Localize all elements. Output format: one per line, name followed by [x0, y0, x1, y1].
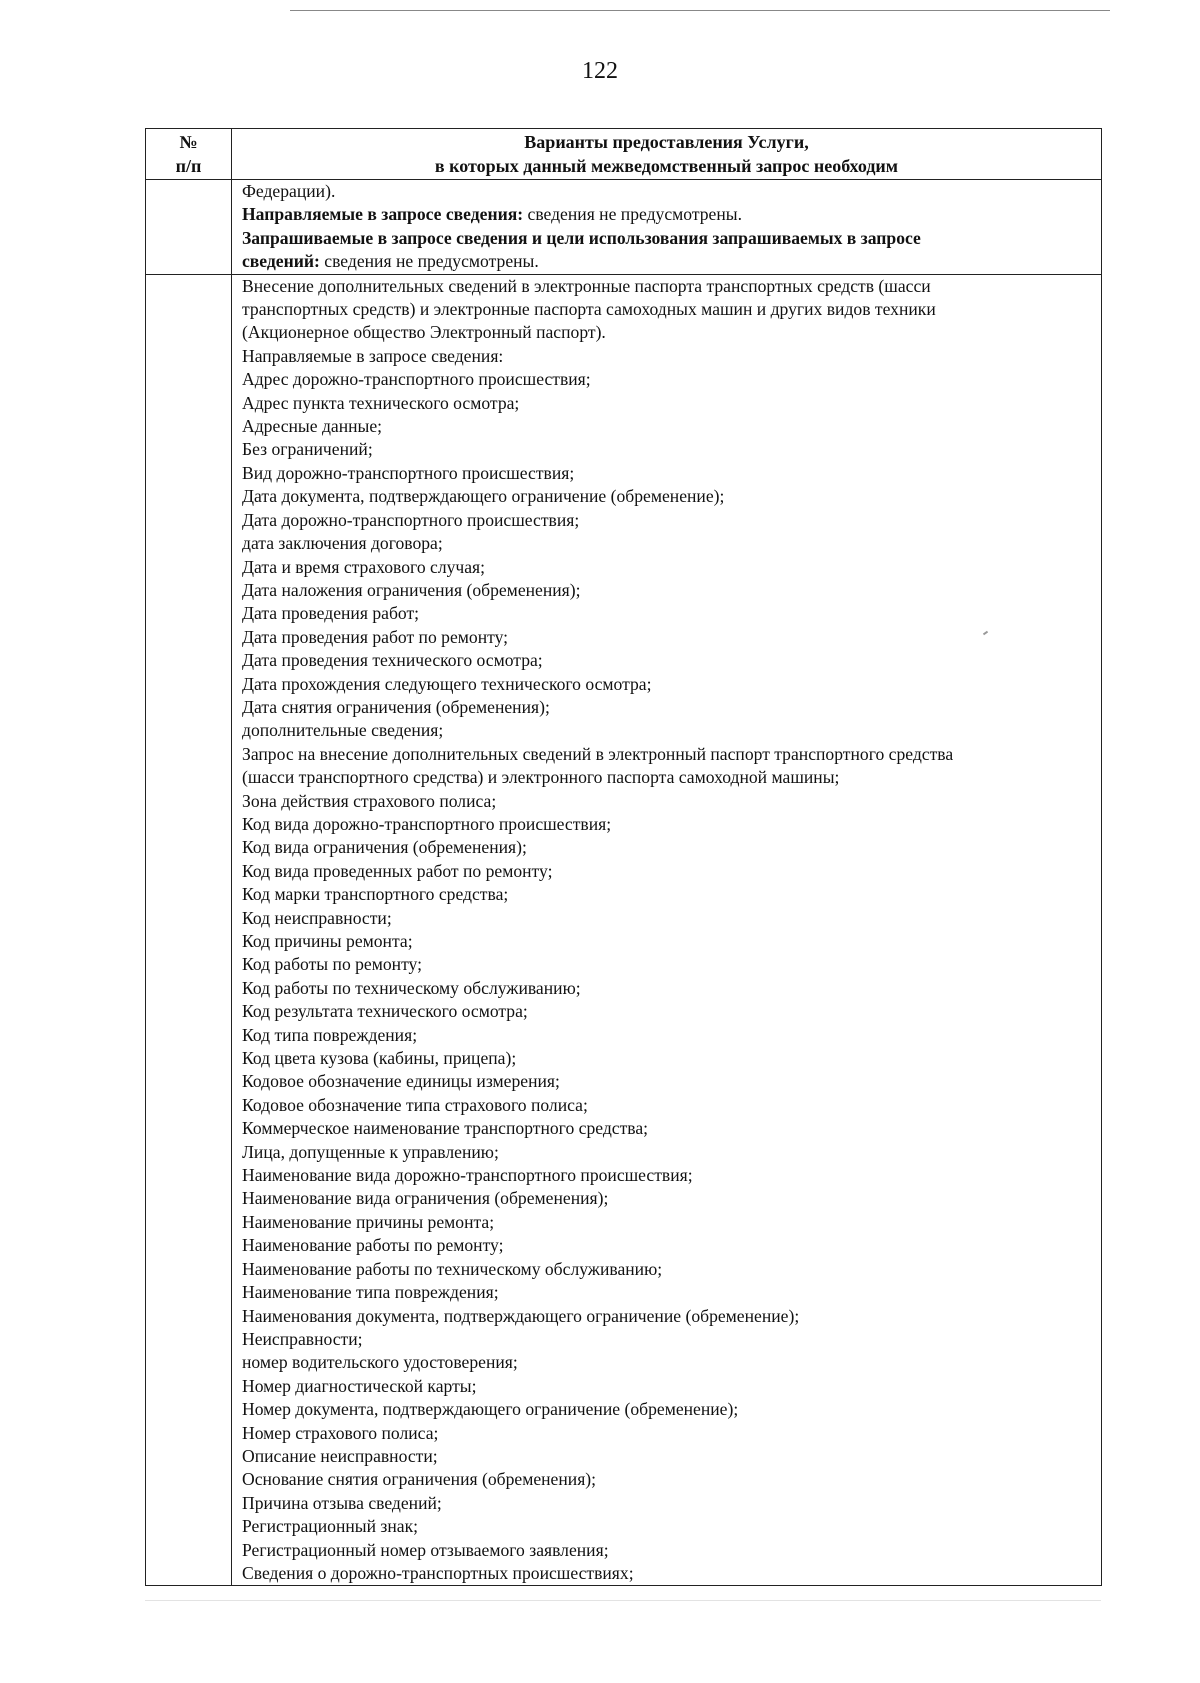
list-item: Основание снятия ограничения (обременения);: [242, 1469, 597, 1490]
header-number-line: п/п: [175, 156, 202, 176]
list-item: Дата снятия ограничения (обременения);: [242, 696, 550, 717]
list-item: Адрес пункта технического осмотра;: [242, 392, 520, 413]
list-item: номер водительского удостоверения;: [242, 1352, 518, 1373]
list-item: Дата прохождения следующего технического осмотра;: [242, 673, 652, 694]
list-item: Описание неисправности;: [242, 1445, 438, 1466]
text-line: [242, 180, 1095, 203]
list-item: транспортных средств) и электронные паспорта самоходных машин и других видов техники: [242, 299, 936, 320]
header-variants: [232, 129, 1102, 180]
list-item: Вид дорожно-транспортного происшествия;: [242, 462, 575, 483]
line-text: сведения не предусмотрены.: [523, 204, 742, 225]
list-item: Код цвета кузова (кабины, прицепа);: [242, 1048, 517, 1069]
list-item: Дата проведения работ по ремонту;: [242, 626, 509, 647]
list-item: Код результата технического осмотра;: [242, 1001, 528, 1022]
header-number: [146, 129, 232, 180]
list-item: Кодовое обозначение типа страхового полиса;: [242, 1094, 588, 1115]
list-item: Сведения о дорожно-транспортных происшествиях;: [242, 1562, 634, 1583]
list-item: Наименование работы по техническому обслуживанию;: [242, 1258, 663, 1279]
list-item: Код марки транспортного средства;: [242, 884, 509, 905]
row-content-cell: [232, 274, 1102, 1586]
header-variants-line: Варианты предоставления Услуги,: [524, 132, 809, 152]
table-header-row: [146, 129, 1102, 180]
list-item: Зона действия страхового полиса;: [242, 790, 497, 811]
list-item: Внесение дополнительных сведений в электронные паспорта транспортных средств (шасси: [242, 275, 931, 296]
header-variants-line: в которых данный межведомственный запрос необходим: [434, 156, 899, 176]
list-item: Код причины ремонта;: [242, 931, 413, 951]
row-content-cell: [232, 180, 1102, 275]
table-row: [146, 180, 1102, 275]
list-item: Код вида проведенных работ по ремонту;: [242, 860, 553, 881]
list-item: Без ограничений;: [242, 439, 373, 460]
text-line: [242, 203, 1095, 226]
list-item: Лица, допущенные к управлению;: [242, 1141, 499, 1162]
list-item: Код вида дорожно-транспортного происшествия;: [242, 813, 612, 834]
list-item: Дата и время страхового случая;: [242, 556, 486, 577]
bold-label: Запрашиваемые в запросе сведения и цели использования запрашиваемых в запросе: [242, 227, 921, 248]
list-item: Наименование вида ограничения (обременения);: [242, 1188, 609, 1209]
list-item: Дата наложения ограничения (обременения);: [242, 579, 581, 600]
list-item: Адрес дорожно-транспортного происшествия;: [242, 369, 591, 390]
list-item: Дата документа, подтверждающего ограничение (обременение);: [242, 486, 725, 507]
list-item: Код работы по ремонту;: [242, 954, 423, 975]
list-item: дополнительные сведения;: [242, 720, 444, 741]
text-line: [242, 227, 1095, 250]
list-item: Наименование причины ремонта;: [242, 1211, 495, 1232]
list-item: Кодовое обозначение единицы измерения;: [242, 1071, 560, 1092]
list-item: Регистрационный номер отзываемого заявления;: [242, 1539, 609, 1560]
list-item: Код типа повреждения;: [242, 1024, 418, 1045]
page-number: 122: [582, 58, 618, 84]
list-item: Дата дорожно-транспортного происшествия;: [242, 509, 580, 530]
list-item: Запрос на внесение дополнительных сведений в электронный паспорт транспортного средства: [242, 743, 954, 764]
list-item: дата заключения договора;: [242, 533, 443, 554]
line-text: сведения не предусмотрены.: [319, 251, 539, 272]
line-text: Федерации).: [242, 181, 336, 201]
list-item: Номер страхового полиса;: [242, 1422, 439, 1443]
list-item: Код неисправности;: [242, 907, 392, 928]
list-item: Адресные данные;: [242, 416, 383, 437]
services-table: [145, 128, 1102, 1586]
list-item: Регистрационный знак;: [242, 1516, 419, 1537]
list-item: Код вида ограничения (обременения);: [242, 837, 527, 858]
top-rule: [290, 10, 1110, 11]
list-item: Причина отзыва сведений;: [242, 1492, 442, 1513]
list-item: (Акционерное общество Электронный паспорт).: [242, 322, 606, 343]
table-row: [146, 274, 1102, 1586]
bottom-edge-line: [145, 1600, 1101, 1601]
header-number-line: №: [179, 132, 198, 152]
list-item: Направляемые в запросе сведения:: [242, 345, 504, 366]
row-number-cell: [146, 180, 232, 275]
list-item: Дата проведения технического осмотра;: [242, 650, 543, 671]
text-line: [242, 250, 1095, 273]
list-item: Наименование типа повреждения;: [242, 1282, 499, 1303]
list-item: Номер диагностической карты;: [242, 1375, 477, 1396]
list-item: Неисправности;: [242, 1328, 363, 1349]
list-item: Коммерческое наименование транспортного средства;: [242, 1118, 649, 1139]
list-item: Дата проведения работ;: [242, 603, 420, 624]
list-item: Наименование работы по ремонту;: [242, 1235, 504, 1256]
list-item: Наименования документа, подтверждающего ограничение (обременение);: [242, 1305, 800, 1326]
list-item: Код работы по техническому обслуживанию;: [242, 977, 581, 998]
bold-label: Направляемые в запросе сведения:: [242, 204, 524, 225]
bold-label: сведений:: [242, 251, 320, 272]
list-item: Номер документа, подтверждающего ограничение (обременение);: [242, 1399, 739, 1420]
list-item: Наименование вида дорожно-транспортного происшествия;: [242, 1165, 693, 1186]
row-number-cell: [146, 274, 232, 1586]
list-item: (шасси транспортного средства) и электронного паспорта самоходной машины;: [242, 767, 840, 788]
